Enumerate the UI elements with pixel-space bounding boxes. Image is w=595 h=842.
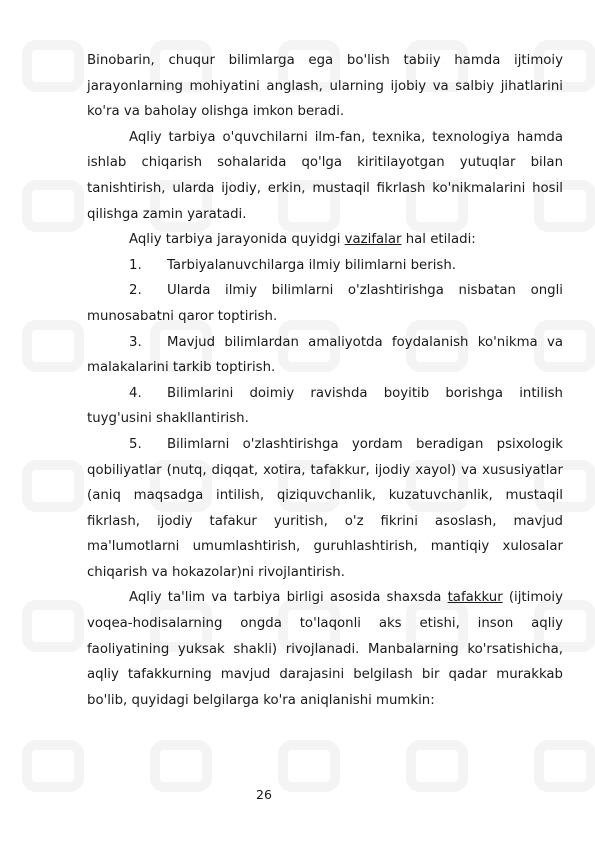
list-item-number: 3. [129,334,142,350]
watermark-shape [534,740,595,792]
watermark-shape [22,600,84,652]
watermark-shape [22,740,84,792]
vazifalar-link[interactable]: vazifalar [344,232,402,248]
tafakkur-link[interactable]: tafakkur [447,590,503,606]
list-item [87,381,563,432]
tasks-intro-text: Aqliy tarbiya jarayonida quyidgi [129,232,345,248]
list-item-number: 4. [129,385,142,401]
list-item [87,330,563,381]
list-item-text: Mavjud bilimlardan amaliyotda foydalanish ko'nikma va malakalarini tarkib toptirish. [87,334,563,376]
list-item-text: Tarbiyalanuvchilarga ilmiy bilimlarni berish. [167,257,456,273]
watermark-shape [22,180,84,232]
watermark-shape [22,40,84,92]
paragraph-intro: Binobarin, chuqur bilimlarga ega bo'lish tabiiy hamda ijtimoiy jarayonlarning mohiyatini anglash, ularning ijobiy va salbiy jihatlarini ko'ra va baholay olishga imkon beradi. [87,53,563,120]
list-item [87,278,563,329]
tafakkur-rest-text: (ijtimoiy voqea-hodisalarning ongda to'laqonli aks etishi, inson aqliy faoliyatining yuksak shakli) rivojlanadi. Manbalarning ko'rsatishicha, aqliy tafakkurning mavjud darajasini belgilash bir qadar murakkab bo'lib, quyidagi belgilarga ko'ra aniqlanishi mumkin: [87,590,563,708]
list-item [87,432,563,586]
page-number: 26 [256,787,272,802]
watermark-shape [278,740,340,792]
watermark-shape [150,740,212,792]
list-item-text: Bilimlarni o'zlashtirishga yordam beradigan psixologik qobiliyatlar (nutq, diqqat, xotira, tafakkur, ijodiy xayol) va xususiyatlar (aniq maqsadga intilish, qiziquvchanlik, kuzatuvchanlik, mustaqil fikrlash, ijodiy tafakur yuritish, o'z fikrini asoslash, mavjud ma'lumotlarni umumlashtirish, guruhlashtirish, mantiqiy xulosalar chiqarish va hokazolar)ni rivojlantirish. [87,436,563,580]
list-item-text: Bilimlarini doimiy ravishda boyitib borishga intilish tuyg'usini shakllantirish. [87,385,563,427]
list-item [87,253,563,279]
watermark-shape [406,740,468,792]
paragraph-tasks-heading [87,227,563,253]
watermark-shape [22,460,84,512]
paragraph-aqliy-tarbiya: Aqliy tarbiya o'quvchilarni ilm-fan, texnika, texnologiya hamda ishlab chiqarish sohalarida qo'lga kiritilayotgan yutuqlar bilan tanishtirish, ularda ijodiy, erkin, mustaqil fikrlash ko'nikmalarini hosil qilishga zamin yaratadi. [87,129,563,222]
tafakkur-intro-text: Aqliy ta'lim va tarbiya birligi asosida shaxsda [129,590,448,606]
tasks-intro-end: hal etiladi: [401,232,476,248]
watermark-shape [22,320,84,372]
list-item-number: 1. [129,257,142,273]
paragraph-tafakkur [87,585,563,713]
list-item-number: 5. [129,436,142,452]
document-body [87,48,563,713]
list-item-text: Ularda ilmiy bilimlarni o'zlashtirishga nisbatan ongli munosabatni qaror toptirish. [87,283,563,324]
list-item-number: 2. [129,283,142,299]
